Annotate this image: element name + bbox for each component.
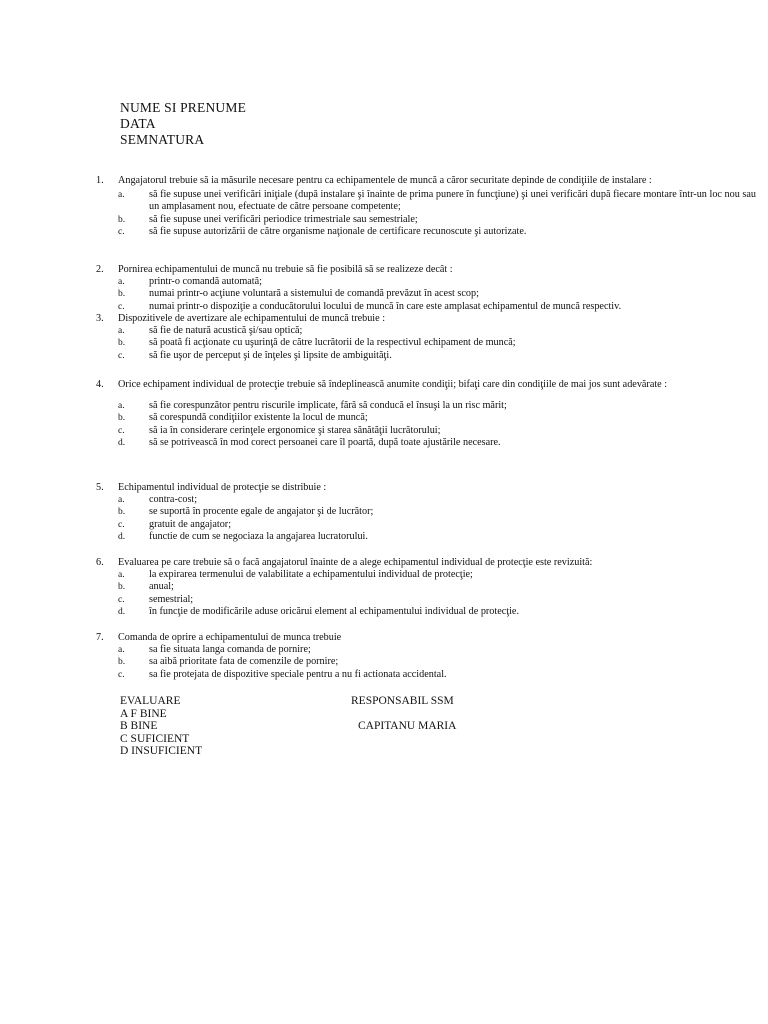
option-c: c. să fie uşor de perceput şi de înţeles şi lipsite de ambiguităţi. [118, 349, 392, 361]
option-a: a. la expirarea termenului de valabilitate a echipamentului individual de protecţie; [118, 569, 473, 581]
responsible-title: RESPONSABIL SSM [351, 695, 454, 707]
question-text: Orice echipament individual de protecţie trebuie să îndeplinească anumite condiţii; bifaţi care din condiţiile de mai jos sunt adevărate : [118, 379, 668, 390]
question-7 [96, 632, 756, 681]
question-number: 5. [96, 482, 104, 493]
question-4 [96, 379, 756, 449]
option-d: d. în funcţie de modificările aduse oricărui element al echipamentului individual de protecţie. [118, 605, 520, 617]
option-c: c. să fie supuse autorizării de către organisme naţionale de certificare recunoscute şi autorizate. [118, 225, 527, 237]
question-text: Dispozitivele de avertizare ale echipamentului de muncă trebuie : [118, 313, 386, 324]
question-3 [96, 313, 756, 362]
option-b: b. numai printr-o acţiune voluntară a sistemului de comandă prevăzut în acest scop; [118, 288, 479, 300]
option-b: b. se suportă în procente egale de angajator şi de lucrător; [118, 506, 374, 518]
option-a: a. printr-o comandă automată; [118, 276, 262, 288]
question-2 [96, 264, 756, 313]
option-d: d. să se potrivească în mod corect persoanei care îl poartă, după toate ajustările necesare. [118, 436, 501, 448]
question-number: 2. [96, 264, 104, 275]
option-c: c. sa fie protejata de dispozitive speciale pentru a nu fi actionata accidental. [118, 668, 447, 680]
responsible-name: CAPITANU MARIA [358, 720, 457, 732]
option-b: b. să fie supuse unei verificări periodice trimestriale sau semestriale; [118, 213, 418, 225]
grade-b: B BINE [120, 720, 158, 732]
option-c: c. să ia în considerare cerinţele ergonomice şi starea sănătăţii lucrătorului; [118, 424, 441, 436]
grade-c: C SUFICIENT [120, 732, 190, 745]
option-a: a. să fie de natură acustică şi/sau optică; [118, 325, 303, 337]
options-list [118, 325, 756, 362]
question-number: 1. [96, 175, 104, 186]
question-text: Comanda de oprire a echipamentului de munca trebuie [118, 632, 342, 643]
question-text: Angajatorul trebuie să ia măsurile necesare pentru ca echipamentele de muncă a căror securitate depinde de condiţiile de instalare : [118, 175, 652, 186]
option-d: d. functie de cum se negociaza la angajarea lucratorului. [118, 530, 368, 542]
grade-d: D INSUFICIENT [120, 745, 203, 757]
question-6 [96, 557, 756, 618]
options-list [118, 644, 756, 681]
question-number: 4. [96, 379, 104, 390]
options-list [118, 494, 756, 543]
options-list [118, 569, 756, 618]
question-1 [96, 175, 756, 238]
question-text: Echipamentul individual de protecţie se distribuie : [118, 482, 327, 493]
option-a: a. să fie supuse unei verificări iniţiale (după instalare şi înainte de prima punere în funcţiune) şi unei verificări după fiecare montare într-un loc nou sau un amplasament nou, efectuate de către persoane competente; [118, 189, 756, 213]
question-number: 3. [96, 313, 104, 324]
question-number: 7. [96, 632, 104, 643]
option-b: b. să poată fi acţionate cu uşurinţă de către lucrătorii de la respectivul echipament de muncă; [118, 337, 516, 349]
grade-a: A F BINE [120, 707, 167, 720]
option-a: a. sa fie situata langa comanda de pornire; [118, 644, 311, 656]
signature-field-label: SEMNATURA [120, 132, 205, 147]
question-number: 6. [96, 557, 104, 568]
option-b: b. să corespundă condiţiilor existente la locul de muncă; [118, 412, 368, 424]
option-a: a. contra-cost; [118, 494, 198, 506]
date-field-label: DATA [120, 116, 156, 131]
option-c: c. numai printr-o dispoziţie a conducătorului locului de muncă în care este amplasat echipamentul de muncă respectiv. [118, 300, 622, 312]
option-a: a. să fie corespunzător pentru riscurile implicate, fără să conducă el însuşi la un risc mărit; [118, 400, 507, 412]
option-c: c. semestrial; [118, 593, 194, 605]
option-c: c. gratuit de angajator; [118, 518, 232, 530]
options-list [118, 189, 756, 238]
question-text: Pornirea echipamentului de muncă nu trebuie să fie posibilă să se realizeze decât : [118, 264, 453, 275]
options-list [118, 400, 756, 449]
evaluation-block [120, 695, 202, 758]
option-b: b. sa aibă prioritate fata de comenzile de pornire; [118, 656, 339, 668]
evaluation-title: EVALUARE [120, 695, 181, 707]
option-b: b. anual; [118, 581, 174, 593]
question-text: Evaluarea pe care trebuie să o facă angajatorul înainte de a alege echipamentul individual de protecţie este revizuită: [118, 557, 593, 568]
question-5 [96, 482, 756, 543]
name-field-label: NUME SI PRENUME [120, 100, 247, 115]
options-list [118, 276, 756, 313]
